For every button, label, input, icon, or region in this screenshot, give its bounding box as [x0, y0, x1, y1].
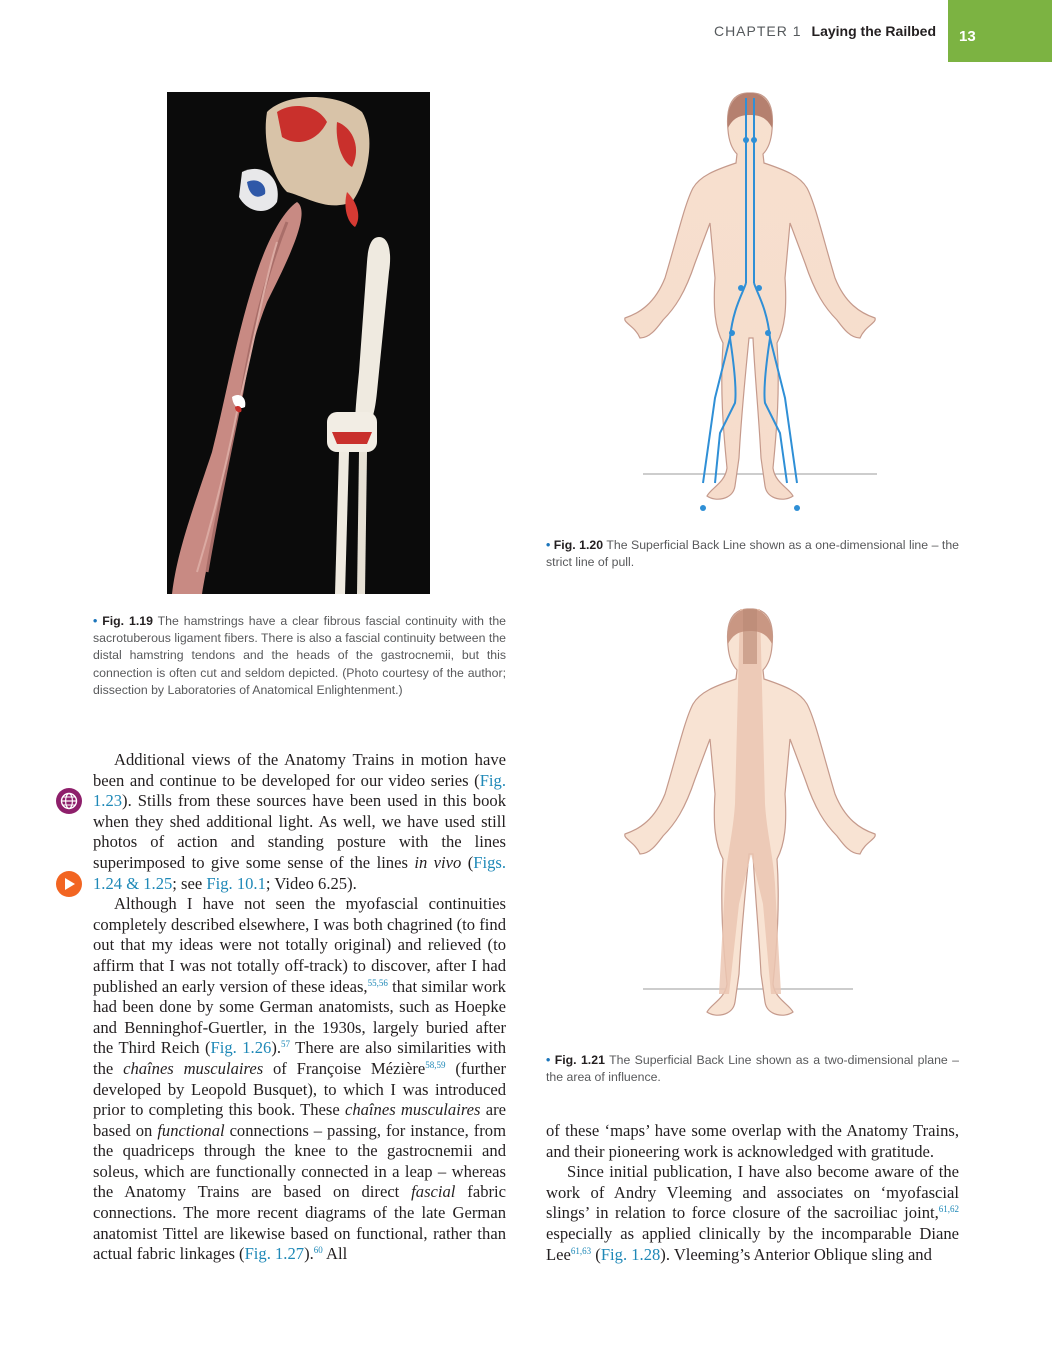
- text: that similar work had been done by some German anatomists, such as Hoepke and Benninghof-Guertler, in the 1930s, largely buried after the Third Reich (: [93, 976, 506, 1058]
- citation[interactable]: 55,56: [367, 977, 388, 988]
- body-text-right: [546, 1121, 959, 1265]
- play-icon[interactable]: [56, 871, 82, 897]
- caption-bullet: •: [546, 538, 551, 552]
- figure-label: Fig. 1.21: [554, 1053, 605, 1067]
- text: ; see: [172, 873, 207, 893]
- italic-text: chaînes musculaires: [123, 1058, 264, 1078]
- text: of these ‘maps’ have some overlap with the Anatomy Trains, and their pioneering work is acknowledged with gratitude.: [546, 1121, 959, 1161]
- superficial-back-plane-figure: [615, 604, 890, 1034]
- caption-bullet: •: [546, 1053, 551, 1067]
- figure-label: Fig. 1.20: [553, 538, 604, 552]
- caption-bullet: •: [93, 614, 98, 628]
- page-header: [714, 0, 1052, 62]
- text: ). Stills from these sources have been used in this book when they shed additional light. As well, we have used still photos of action and standing posture with the lines superimposed to give some sense of the lines: [93, 791, 506, 872]
- italic-text: chaînes musculaires: [344, 1100, 481, 1120]
- text: ).: [304, 1244, 314, 1264]
- paragraph: [546, 1121, 959, 1162]
- text: are based on: [93, 1100, 507, 1140]
- page-number: 13: [948, 0, 1052, 62]
- dissection-photo-illustration: [167, 92, 430, 594]
- body-outline-line: [615, 88, 890, 528]
- superficial-back-line-figure: [615, 88, 890, 528]
- citation[interactable]: 61,63: [570, 1245, 592, 1256]
- paragraph: [546, 1162, 959, 1265]
- caption-text: The Superficial Back Line shown as a one-dimensional line – the strict line of pull.: [546, 538, 959, 570]
- figure-link[interactable]: Fig. 1.27: [244, 1244, 305, 1264]
- text: All: [322, 1244, 348, 1264]
- text: fabric connections. The more recent diagrams of the late German anatomist Tittel are likewise based on functional, rather than actual fabric linkages (: [93, 1182, 506, 1264]
- text: (: [461, 852, 474, 872]
- chapter-number: CHAPTER 1: [713, 23, 802, 39]
- paragraph: [93, 894, 506, 1265]
- figure-caption-1-20: [546, 537, 959, 571]
- figure-link[interactable]: Fig. 1.28: [600, 1244, 661, 1264]
- dissection-photo: [167, 92, 430, 594]
- figure-link[interactable]: Figs. 1.24 & 1.25: [93, 852, 506, 893]
- text: Since initial publication, I have also become aware of the work of Andry Vleeming and associates on ‘myofascial slings’ in relation to force closure of the sacroiliac joint,: [546, 1162, 959, 1223]
- text: (further developed by Leopold Busquet), to which I was introduced prior to completing this book. These: [93, 1058, 506, 1120]
- globe-icon[interactable]: [56, 788, 82, 814]
- body-outline-plane: [615, 604, 890, 1034]
- play-glyph: [62, 877, 76, 891]
- caption-text: The Superficial Back Line shown as a two-dimensional plane – the area of influence.: [546, 1053, 959, 1085]
- figure-caption-1-19: [93, 613, 506, 699]
- globe-glyph: [60, 792, 78, 810]
- text: of Françoise Mézière: [263, 1058, 426, 1078]
- figure-link[interactable]: Fig. 1.23: [93, 770, 506, 811]
- figure-label: Fig. 1.19: [102, 614, 153, 628]
- text: ; Video 6.25).: [265, 873, 357, 893]
- figure-caption-1-21: [546, 1052, 959, 1086]
- text: Although I have not seen the myofascial continuities completely described elsewhere, I was both chagrined (to find out that my ideas were not totally original) and relieved (to affirm that I was not totally off-track) to discover, after I had published an early version of these ideas,: [93, 894, 506, 996]
- paragraph: [93, 750, 506, 894]
- text: Additional views of the Anatomy Trains in motion have been and continue to be developed for our video series (: [93, 750, 506, 790]
- text: especially as applied clinically by the incomparable Diane Lee: [546, 1223, 959, 1264]
- citation[interactable]: 61,62: [938, 1204, 959, 1215]
- italic-text: functional: [157, 1120, 225, 1140]
- text: There are also similarities with the: [93, 1038, 506, 1078]
- text: ).: [271, 1038, 281, 1058]
- citation[interactable]: 60: [313, 1245, 323, 1256]
- figure-link[interactable]: Fig. 10.1: [206, 873, 266, 893]
- caption-text: The hamstrings have a clear fibrous fascial continuity with the sacrotuberous ligament fibers. There is also a fascial continuity between the distal hamstring tendons and the heads of the gastrocnemii, but this connection is often cut and seldom depicted. (Photo courtesy of the author; dissection by Laboratories of Anatomical Enlightenment.): [93, 614, 506, 697]
- body-text-left: [93, 750, 506, 1265]
- italic-text: fascial: [411, 1182, 456, 1202]
- text: connections – passing, for instance, from the quadriceps through the knee to the gastrocnemii and soleus, which are functionally connected in a leap – whereas the Anatomy Trains are based on direct: [93, 1120, 506, 1202]
- text: (: [591, 1244, 601, 1264]
- text: ). Vleeming’s Anterior Oblique sling and: [660, 1244, 932, 1264]
- running-head: [714, 0, 948, 62]
- citation[interactable]: 57: [281, 1039, 290, 1050]
- figure-link[interactable]: Fig. 1.26: [210, 1038, 272, 1058]
- italic-text: in vivo: [414, 852, 462, 872]
- citation[interactable]: 58,59: [425, 1059, 446, 1070]
- chapter-title: Laying the Railbed: [811, 23, 936, 39]
